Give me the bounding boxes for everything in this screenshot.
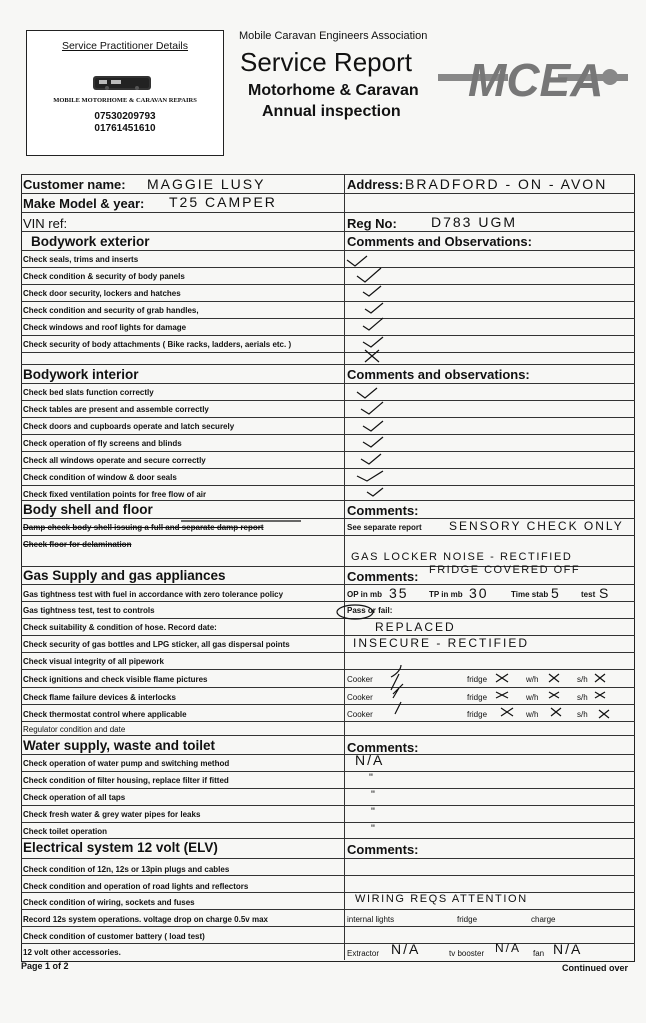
cooker-tick (393, 684, 403, 698)
item-label: Check operation of fly screens and blinds (23, 439, 182, 448)
sh-label: s/h (577, 675, 588, 684)
item-label: Regulator condition and date (23, 725, 126, 734)
tick-icon (361, 454, 381, 464)
item-label: Gas tightness test with fuel in accordance with zero tolerance policy (23, 590, 284, 599)
handwritten-note: FRIDGE COVERED OFF (429, 564, 581, 576)
handwritten-note: N/A (355, 752, 385, 768)
body-shell-comments: Comments: (347, 503, 419, 518)
make-label: Make Model & year: (23, 196, 145, 211)
item-label: Check security of gas bottles and LPG sticker, all gas dispersal points (23, 640, 290, 649)
ditto-mark: " (369, 772, 375, 784)
cross-icon (549, 674, 559, 682)
item-label: Check condition of filter housing, replace filter if fitted (23, 776, 229, 785)
item-label: Check door security, lockers and hatches (23, 289, 181, 298)
item-label: Check visual integrity of all pipework (23, 657, 164, 666)
item-label: Check thermostat control where applicable (23, 710, 187, 719)
item-label: Check condition of 12n, 12s or 13pin plugs and cables (23, 865, 230, 874)
cross-icon (365, 350, 379, 362)
test-label: test (581, 590, 596, 599)
report-subtitle-1: Motorhome & Caravan (248, 82, 419, 99)
item-label: Check condition and operation of road lights and reflectors (23, 882, 249, 891)
ditto-mark: " (371, 823, 377, 835)
item-label: Check floor for delamination (23, 540, 132, 549)
association-name: Mobile Caravan Engineers Association (239, 30, 428, 42)
handwritten-note: SENSORY CHECK ONLY (449, 519, 624, 533)
cross-icon (595, 674, 605, 682)
handwritten-note: GAS LOCKER NOISE - RECTIFIED (351, 551, 573, 563)
reg-label: Reg No: (347, 216, 397, 231)
gas-title: Gas Supply and gas appliances (23, 568, 226, 583)
tick-icon (357, 471, 383, 481)
item-label: Check windows and roof lights for damage (23, 323, 187, 332)
item-label: Check condition of wiring, sockets and fuses (23, 898, 195, 907)
item-label: Check security of body attachments ( Bike racks, ladders, aerials etc. ) (23, 340, 292, 349)
tick-icon (347, 256, 367, 266)
handwritten-note: REPLACED (375, 620, 456, 634)
sh-label: s/h (577, 693, 588, 702)
electrical-comments: Comments: (347, 842, 419, 857)
phone-2: 01761451610 (94, 123, 156, 134)
vin-label: VIN ref: (23, 216, 68, 231)
item-label: Check operation of all taps (23, 793, 126, 802)
pass-fail-label: Pass or fail: (347, 606, 393, 615)
item-label: Check doors and cupboards operate and latch securely (23, 422, 235, 431)
tick-icon (363, 421, 383, 431)
separate-report-label: See separate report (347, 523, 422, 532)
cross-icon (496, 692, 508, 698)
fan-label: fan (533, 949, 545, 958)
item-label: Check operation of water pump and switching method (23, 759, 230, 768)
handwritten-note: INSECURE - RECTIFIED (353, 636, 530, 650)
sh-label: s/h (577, 710, 588, 719)
cross-icon (551, 708, 561, 716)
cross-icon (501, 708, 513, 716)
item-label: Check bed slats function correctly (23, 388, 154, 397)
handwritten-note: N/A (495, 941, 522, 955)
ditto-mark: " (371, 789, 377, 801)
fridge-label: fridge (467, 675, 488, 684)
charge-label: charge (531, 915, 556, 924)
item-label: Check condition & security of body panels (23, 272, 185, 281)
item-label: Damp check body shell issuing a full and separate damp report (23, 523, 264, 532)
tp-label: TP in mb (429, 590, 463, 599)
extractor-label: Extractor (347, 949, 380, 958)
item-label: Check seals, trims and inserts (23, 255, 139, 264)
practitioner-logo (93, 76, 151, 90)
water-comments: Comments: (347, 740, 419, 755)
time-label: Time stab (511, 590, 549, 599)
report-title: Service Report (240, 47, 412, 77)
internal-lights-label: internal lights (347, 915, 395, 924)
tick-icon (363, 286, 381, 296)
wh-label: w/h (526, 693, 539, 702)
van-logo-icon (93, 76, 151, 90)
tick-icon (361, 402, 383, 414)
wh-label: w/h (526, 675, 539, 684)
wh-label: w/h (526, 710, 539, 719)
ditto-mark: " (371, 806, 377, 818)
item-label: Check ignitions and check visible flame pictures (23, 675, 208, 684)
address-value: BRADFORD - ON - AVON (405, 176, 608, 192)
item-label: Check condition of customer battery ( load test) (23, 932, 205, 941)
gas-comments: Comments: (347, 569, 419, 584)
tv-booster-label: tv booster (449, 949, 485, 958)
bodywork-exterior-comments: Comments and Observations: (347, 234, 532, 249)
mcea-logo-text: MCEA (468, 54, 604, 106)
customer-value: MAGGIE LUSY (147, 176, 266, 192)
item-label: Check fresh water & grey water pipes for leaks (23, 810, 201, 819)
item-label: Gas tightness test, test to controls (23, 606, 155, 615)
cooker-label: Cooker (347, 675, 373, 684)
tick-marks (181, 256, 609, 718)
practitioner-details-box (26, 30, 224, 156)
customer-label: Customer name: (23, 177, 126, 192)
electrical-title: Electrical system 12 volt (ELV) (23, 840, 218, 855)
continued-over: Continued over (562, 963, 629, 973)
tp-value: 30 (469, 585, 489, 601)
item-label: Check condition and security of grab handles, (23, 306, 199, 315)
item-label: Check all windows operate and secure correctly (23, 456, 206, 465)
item-label: Check condition of window & door seals (23, 473, 177, 482)
item-label: Check fixed ventilation points for free flow of air (23, 490, 207, 499)
time-value: 5 (551, 585, 561, 601)
fridge-label: fridge (467, 710, 488, 719)
address-label: Address: (347, 177, 404, 192)
item-label: 12 volt other accessories. (23, 948, 121, 957)
page-number: Page 1 of 2 (21, 961, 69, 971)
mcea-logo (438, 52, 628, 106)
item-label: Check toilet operation (23, 827, 108, 836)
item-label: Check flame failure devices & interlocks (23, 693, 176, 702)
practitioner-title: Service Practitioner Details (61, 40, 189, 52)
tick-icon (363, 437, 383, 447)
tick-icon (357, 268, 381, 282)
handwriting-overlay (21, 174, 635, 960)
fridge-label: fridge (467, 693, 488, 702)
cooker-tick (395, 702, 401, 714)
body-shell-title: Body shell and floor (23, 502, 153, 517)
op-label: OP in mb (347, 590, 382, 599)
op-value: 35 (389, 585, 409, 601)
cross-icon (496, 674, 508, 682)
pass-circle (337, 605, 373, 619)
bodywork-exterior-title: Bodywork exterior (31, 234, 150, 249)
item-label: Check suitability & condition of hose. Record date: (23, 623, 217, 632)
item-label: Record 12s system operations. voltage drop on charge 0.5v max (23, 915, 268, 924)
cooker-label: Cooker (347, 710, 373, 719)
handwritten-note: N/A (391, 941, 421, 957)
tick-icon (357, 388, 377, 398)
cross-icon (599, 710, 609, 718)
water-title: Water supply, waste and toilet (23, 738, 216, 753)
inspection-table (21, 174, 635, 974)
tick-icon (363, 337, 383, 347)
report-subtitle-2: Annual inspection (262, 103, 401, 120)
test-value: S (599, 585, 611, 601)
handwritten-note: WIRING REQS ATTENTION (355, 893, 528, 905)
cross-icon (549, 692, 559, 698)
cross-icon (595, 692, 605, 698)
item-label: Check tables are present and assemble correctly (23, 405, 209, 414)
tick-icon (367, 488, 383, 496)
cooker-label: Cooker (347, 693, 373, 702)
reg-value: D783 UGM (431, 214, 518, 230)
tick-icon (363, 318, 383, 330)
bodywork-interior-title: Bodywork interior (23, 367, 139, 382)
practitioner-business: MOBILE MOTORHOME & CARAVAN REPAIRS (53, 97, 197, 104)
tick-icon (365, 303, 383, 313)
phone-1: 07530209793 (94, 111, 156, 122)
handwritten-note: N/A (553, 941, 583, 957)
cooker-tick (391, 665, 401, 690)
fridge-label: fridge (457, 915, 478, 924)
make-value: T25 CAMPER (169, 194, 277, 210)
bodywork-interior-comments: Comments and observations: (347, 367, 530, 382)
